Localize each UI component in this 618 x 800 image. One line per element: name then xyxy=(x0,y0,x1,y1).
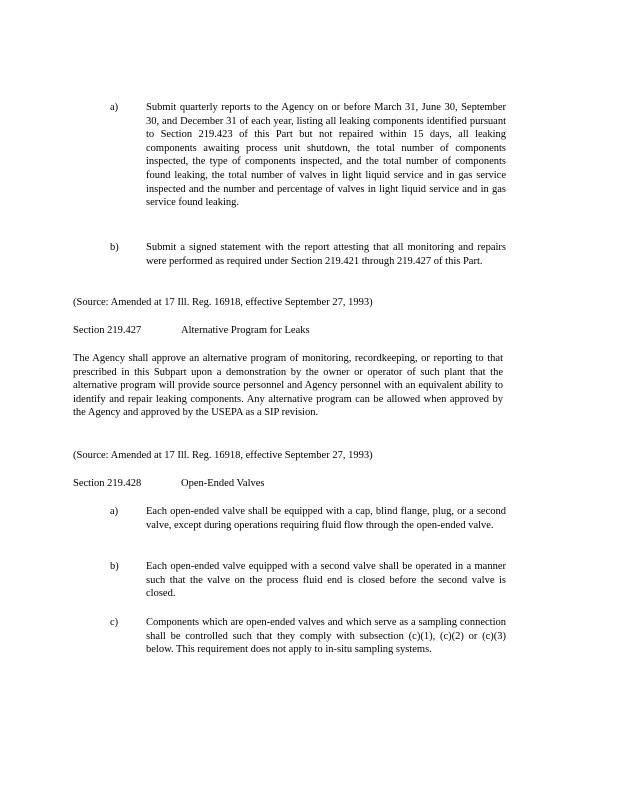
item-label: a) xyxy=(110,506,119,517)
item-label: b) xyxy=(110,561,119,572)
section-number: Section 219.428 xyxy=(73,478,142,489)
section-number: Section 219.427 xyxy=(73,325,142,336)
item-text: Each open-ended valve shall be equipped with a cap, blind flange, plug, or a second valve, except during operations requiring fluid flow through the open-ended valve. xyxy=(146,506,506,531)
source-note: (Source: Amended at 17 Ill. Reg. 16918, effective September 27, 1993) xyxy=(73,450,373,461)
item-text: Each open-ended valve equipped with a second valve shall be operated in a manner such that the valve on the process fluid end is closed before the second valve is closed. xyxy=(146,561,506,600)
section-heading-219-428 xyxy=(73,477,265,491)
item-label: c) xyxy=(110,617,119,628)
item-text: Submit a signed statement with the report attesting that all monitoring and repairs were performed as required under Section 219.421 through 219.427 of this Part. xyxy=(146,242,506,267)
item-text: Submit quarterly reports to the Agency on or before March 31, June 30, September 30, and December 31 of each year, listing all leaking components identified pursuant to Section 219.423 of this Part but not repaired within 15 days, all leaking components awaiting process unit shutdown, the total number of components inspected, the type of components inspected, and the total number of components found leaking, the total number of valves in light liquid service and in gas service inspected and the number and percentage of valves in light liquid service and in gas service found leaking. xyxy=(146,102,506,209)
item-label: a) xyxy=(110,102,119,113)
item-label: b) xyxy=(110,242,119,253)
source-note: (Source: Amended at 17 Ill. Reg. 16918, effective September 27, 1993) xyxy=(73,297,373,308)
section-title: Open-Ended Valves xyxy=(181,478,265,489)
section-heading-219-427 xyxy=(73,324,310,338)
item-text: Components which are open-ended valves and which serve as a sampling connection shall be controlled such that they comply with subsection (c)(1), (c)(2) or (c)(3) below. This requirement does not apply to in-situ sampling systems. xyxy=(146,617,506,656)
section-body-219-427: The Agency shall approve an alternative program of monitoring, recordkeeping, or reporting to that prescribed in this Subpart upon a demonstration by the owner or operator of such plant that the alternative program will provide source personnel and Agency personnel with an equivalent ability to identify and repair leaking components. Any alternative program can be allowed when approved by the Agency and approved by the USEPA as a SIP revision. xyxy=(73,353,503,419)
section-title: Alternative Program for Leaks xyxy=(181,325,310,336)
